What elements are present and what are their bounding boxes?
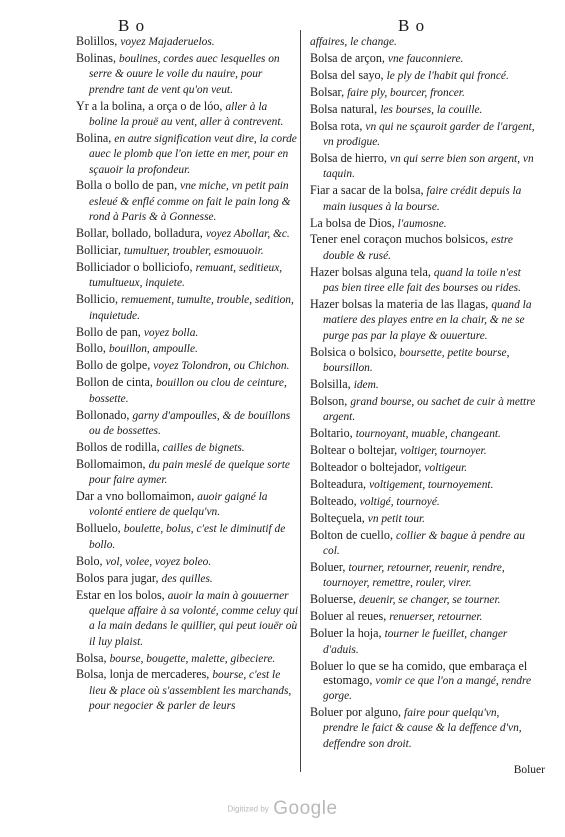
- entry-headword: Boltear o boltejar,: [310, 443, 401, 458]
- entry-translation: en autre signification veut dire, la corde auec le plomb que l'on iette en mer, pour en sçauoir la profondeur.: [89, 132, 297, 176]
- dictionary-entry: [310, 705, 536, 751]
- dictionary-entry: [76, 99, 298, 130]
- entry-headword: Boluerse,: [310, 592, 360, 607]
- entry-translation: le ply de l'habit qui froncé.: [386, 69, 509, 82]
- entry-headword: Bolson,: [310, 393, 351, 408]
- entry-translation: affaires, le change.: [310, 36, 397, 48]
- dictionary-entry: [310, 216, 536, 231]
- entry-translation: aller à la boline la prouë au vent, aller à contrevent.: [89, 100, 284, 128]
- dictionary-entry: [76, 588, 298, 649]
- dictionary-entry: [310, 297, 536, 343]
- entry-translation: vn qui serre bien son argent, vn taquin.: [323, 152, 534, 181]
- entry-headword: Bolluelo,: [76, 521, 124, 536]
- entry-headword: Hazer bolsas alguna tela,: [310, 264, 434, 279]
- entry-headword: Bollomaimon,: [76, 456, 149, 471]
- dictionary-entry: [76, 521, 298, 552]
- entry-translation: vne miche, vn petit pain esleué & enflé comme on fait le pain long & rond à Paris & à Gonnesse.: [89, 180, 291, 224]
- entry-translation: renuerser, retourner.: [389, 611, 483, 624]
- entry-headword: Hazer bolsas la materia de las llagas,: [310, 297, 492, 312]
- dictionary-entry: [310, 560, 536, 591]
- dictionary-entry: [310, 592, 536, 607]
- entry-headword: Bolteado,: [310, 493, 360, 508]
- entry-headword: Estar en los bolos,: [76, 587, 168, 602]
- dictionary-entry: [310, 511, 536, 526]
- entry-translation: remuant, seditieux, tumultueux, inquiete.: [89, 261, 283, 290]
- entry-translation: vomir ce que l'on a mangé, rendre gorge.: [323, 674, 532, 703]
- entry-translation: tourner le fueillet, changer d'aduis.: [323, 628, 508, 656]
- entry-translation: cailles de bignets.: [162, 441, 245, 454]
- dictionary-entry: [310, 34, 536, 49]
- entry-headword: Boluer por alguno,: [310, 705, 405, 720]
- dictionary-entry: [310, 85, 536, 100]
- watermark-prefix: Digitized by: [227, 804, 269, 814]
- digitized-watermark: [0, 798, 565, 820]
- dictionary-entry: [310, 460, 536, 475]
- entry-translation: voltigement, tournoyement.: [369, 478, 494, 491]
- entry-translation: faire crédit depuis la main iusques à la bourse.: [323, 185, 522, 213]
- entry-headword: Bollos de rodilla,: [76, 439, 163, 454]
- entry-headword: Bolsilla,: [310, 376, 354, 391]
- dictionary-entry: [310, 183, 536, 214]
- dictionary-entry: [76, 292, 298, 323]
- dictionary-entry: [76, 178, 298, 224]
- entry-headword: Bolton de cuello,: [310, 527, 396, 542]
- entry-translation: estre double & rusé.: [323, 234, 513, 262]
- entry-headword: Boluer lo que se ha comido, que embaraça el estomago,: [310, 658, 528, 687]
- entry-headword: La bolsa de Dios,: [310, 215, 398, 230]
- entry-headword: Bolsa, lonja de mercaderes,: [76, 667, 213, 682]
- column-divider: [300, 30, 301, 772]
- dictionary-entry: [76, 408, 298, 439]
- entry-translation: bourse, c'est le lieu & place où s'assemblent les marchands, pour negocier & parler de leurs: [89, 669, 292, 713]
- dictionary-entry: [76, 667, 298, 713]
- entry-headword: Bolsa de arçon,: [310, 50, 388, 65]
- entry-translation: bourse, bougette, malette, gibeciere.: [109, 652, 276, 665]
- entry-headword: Bolsa,: [76, 650, 110, 665]
- entry-translation: bouillon, ampoulle.: [108, 343, 198, 356]
- entry-headword: Bollonado,: [76, 407, 133, 422]
- entry-translation: tourner, retourner, reuenir, rendre, tournoyer, remettre, rouler, virer.: [323, 562, 505, 590]
- entry-translation: faire ply, bourcer, froncer.: [347, 86, 465, 99]
- entry-headword: Bolsica o bolsico,: [310, 344, 400, 359]
- entry-headword: Bolsar,: [310, 84, 348, 99]
- entry-headword: Tener enel coraçon muchos bolsicos,: [310, 232, 492, 247]
- running-head-left: B o: [118, 16, 146, 35]
- running-head-right: B o: [398, 16, 426, 35]
- entry-translation: l'aumosne.: [397, 217, 447, 230]
- dictionary-entry: [76, 440, 298, 455]
- entry-translation: vn petit tour.: [367, 512, 426, 525]
- entry-headword: Bolo,: [76, 553, 106, 568]
- entry-translation: voyez bolla.: [143, 326, 199, 339]
- entry-translation: bouillon ou clou de ceinture, bossette.: [89, 377, 287, 405]
- watermark-brand: Google: [273, 798, 338, 819]
- catchword: Boluer: [513, 764, 545, 776]
- dictionary-entry: [76, 341, 298, 356]
- entry-translation: collier & bague à pendre au col.: [323, 529, 525, 558]
- dictionary-entry: [76, 325, 298, 340]
- entry-headword: Boluer al reues,: [310, 609, 390, 624]
- dictionary-entry: [310, 265, 536, 296]
- entry-translation: vn qui ne sçauroit garder de l'argent, vn prodigue.: [323, 120, 535, 149]
- dictionary-entry: [310, 609, 536, 624]
- dictionary-entry: [310, 528, 536, 559]
- entry-headword: Bolinas,: [76, 50, 120, 65]
- entry-translation: voltigeur.: [424, 462, 468, 475]
- entry-translation: du pain meslé de quelque sorte pour faire aymer.: [89, 458, 290, 487]
- dictionary-entry: [310, 494, 536, 509]
- dictionary-entry: [310, 151, 536, 182]
- entry-headword: Boluer,: [310, 560, 349, 575]
- entry-headword: Bolina,: [76, 130, 115, 145]
- dictionary-entry: [76, 457, 298, 488]
- entry-translation: boulette, bolus, c'est le diminutif de bollo.: [89, 523, 286, 551]
- dictionary-entry: [310, 68, 536, 83]
- right-column: [310, 34, 536, 753]
- dictionary-entry: [76, 375, 298, 406]
- entry-headword: Bolos para jugar,: [76, 570, 162, 585]
- entry-headword: Boltario,: [310, 426, 356, 441]
- dictionary-entry: [76, 571, 298, 586]
- entry-translation: voltigé, tournoyé.: [359, 495, 440, 508]
- entry-headword: Bolliciar,: [76, 243, 124, 258]
- dictionary-entry: [76, 34, 298, 49]
- dictionary-entry: [310, 119, 536, 150]
- entry-headword: Bollon de cinta,: [76, 375, 156, 390]
- dictionary-entry: [310, 443, 536, 458]
- entry-headword: Bolliciador o bolliciofo,: [76, 259, 196, 274]
- entry-translation: voyez Tolondron, ou Chichon.: [153, 360, 290, 373]
- dictionary-entry: [76, 243, 298, 258]
- dictionary-entry: [76, 651, 298, 666]
- dictionary-entry: [310, 345, 536, 376]
- dictionary-entry: [76, 489, 298, 520]
- entry-headword: Yr a la bolina, a orça o de lóo,: [76, 98, 226, 113]
- entry-headword: Bollo de pan,: [76, 324, 144, 339]
- entry-translation: remuement, tumulte, trouble, sedition, inquietude.: [89, 294, 294, 322]
- entry-headword: Bolteadura,: [310, 476, 370, 491]
- entry-translation: deuenir, se changer, se tourner.: [359, 594, 501, 607]
- entry-headword: Bolsa natural,: [310, 101, 381, 116]
- dictionary-entry: [76, 51, 298, 97]
- entry-translation: voyez Majaderuelos.: [120, 36, 215, 48]
- entry-headword: Bollo,: [76, 341, 109, 356]
- entry-headword: Bollicio,: [76, 292, 122, 307]
- dictionary-entry: [310, 426, 536, 441]
- entry-translation: faire pour quelqu'vn, prendre le faict & cause & la deffence d'vn, deffendre son droit.: [323, 707, 522, 750]
- entry-translation: boursette, petite bourse, boursillon.: [323, 346, 510, 374]
- entry-translation: auoir gaigné la volonté entiere de quelqu'vn.: [89, 491, 268, 519]
- entry-headword: Bolla o bollo de pan,: [76, 178, 181, 193]
- entry-translation: voltiger, tournoyer.: [400, 445, 487, 458]
- dictionary-entry: [76, 554, 298, 569]
- entry-headword: Bolteador o boltejador,: [310, 460, 425, 475]
- dictionary-entry: [310, 626, 536, 657]
- entry-headword: Boluer la hoja,: [310, 626, 385, 641]
- entry-translation: quand la toile n'est pas bien tiree elle fait des bourses ou rides.: [323, 266, 521, 295]
- entry-headword: Bolteçuela,: [310, 510, 368, 525]
- entry-translation: tumultuer, troubler, esmouuoir.: [123, 245, 264, 258]
- entry-translation: quand la matiere des playes entre en la chair, & ne se purge pas par la playe & ouuerture.: [323, 299, 532, 342]
- entry-headword: Bollar, bollado, bolladura,: [76, 226, 206, 241]
- entry-translation: boulines, cordes auec lesquelles on serre & ouure le voile du nauire, pour prendre tant de vent qu'on veut.: [89, 52, 280, 96]
- entry-headword: Bolsa del sayo,: [310, 67, 387, 82]
- entry-headword: Bolsa de hierro,: [310, 150, 390, 165]
- entry-translation: voyez Abollar, &c.: [205, 228, 290, 241]
- entry-translation: garny d'ampoulles, & de bouillons ou de bossettes.: [89, 409, 291, 437]
- entry-translation: des quilles.: [161, 572, 213, 585]
- entry-headword: Bollo de golpe,: [76, 358, 154, 373]
- dictionary-entry: [310, 232, 536, 263]
- entry-translation: les bourses, la couille.: [380, 103, 483, 116]
- entry-headword: Bolsa rota,: [310, 118, 366, 133]
- entry-translation: grand bourse, ou sachet de cuir à mettre argent.: [323, 395, 536, 424]
- dictionary-entry: [76, 260, 298, 291]
- entry-headword: Dar a vno bollomaimon,: [76, 489, 198, 504]
- dictionary-entry: [310, 102, 536, 117]
- dictionary-entry: [310, 659, 536, 704]
- dictionary-entry: [310, 477, 536, 492]
- dictionary-entry: [310, 394, 536, 425]
- entry-translation: tournoyant, muable, changeant.: [355, 428, 501, 441]
- entry-translation: vne fauconniere.: [387, 52, 464, 65]
- left-column: [76, 34, 298, 715]
- dictionary-entry: [76, 358, 298, 373]
- entry-translation: auoir la main à gouuerner quelque affaire à sa volonté, comme celuy qui a la main dedans le quillier, qui peut iouër où il luy plaist.: [89, 589, 298, 648]
- entry-translation: vol, volee, voyez boleo.: [105, 555, 212, 568]
- entry-headword: Bolillos,: [76, 34, 121, 48]
- dictionary-entry: [76, 131, 298, 177]
- dictionary-entry: [310, 51, 536, 66]
- entry-headword: Fiar a sacar de la bolsa,: [310, 183, 427, 198]
- dictionary-entry: [76, 226, 298, 241]
- entry-translation: idem.: [353, 378, 379, 391]
- dictionary-entry: [310, 377, 536, 392]
